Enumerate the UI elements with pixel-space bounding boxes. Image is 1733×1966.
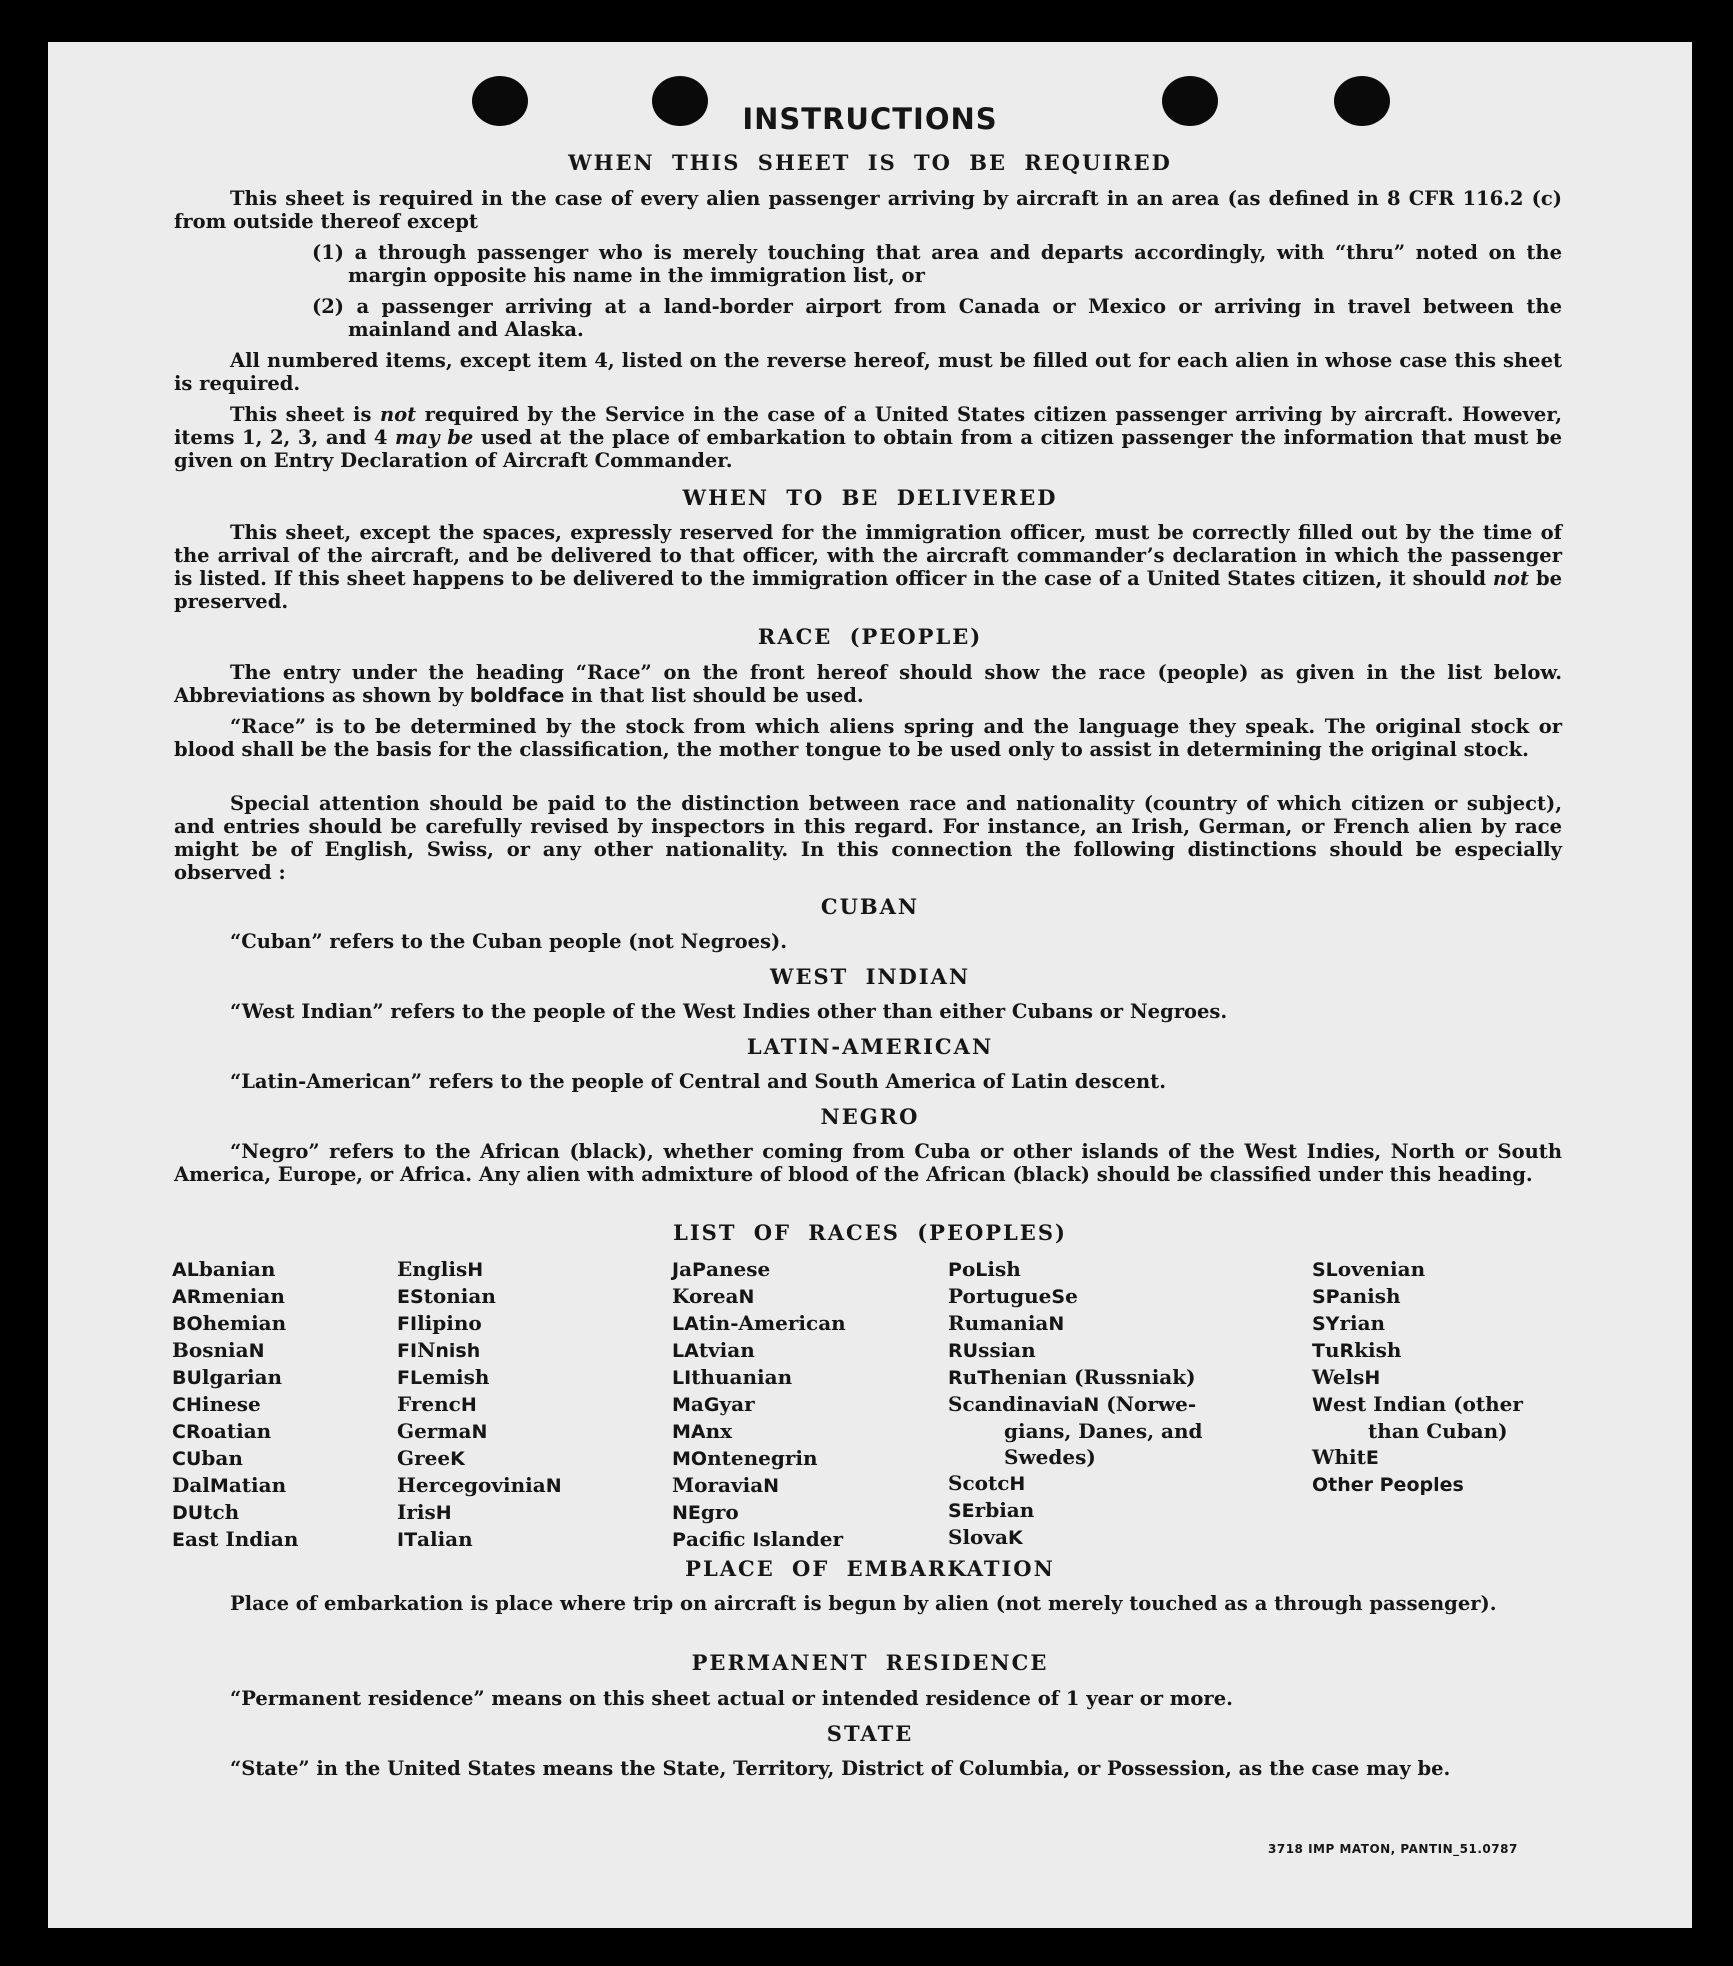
text-embarkation: Place of embarkation is place where trip on aircraft is begun by alien (not merely touched as a through passenger). bbox=[230, 1592, 1497, 1615]
races-column-1 bbox=[172, 1256, 298, 1553]
race-entry: MaGyar bbox=[672, 1392, 755, 1416]
paragraph-race-stock: “Race” is to be determined by the stock from which aliens spring and the language they speak. The original stock or blood shall be the basis for the classification, the mother tongue to be used only to assist in determining the original stock. bbox=[174, 715, 1562, 761]
race-entry: ARmenian bbox=[172, 1284, 285, 1308]
race-entry: ALbanian bbox=[172, 1257, 276, 1281]
heading-when-required: WHEN THIS SHEET IS TO BE REQUIRED bbox=[568, 150, 1172, 175]
heading-race: RACE (PEOPLE) bbox=[757, 624, 983, 649]
heading-west-indian: WEST INDIAN bbox=[769, 964, 971, 989]
race-entry: RUssian bbox=[948, 1338, 1036, 1362]
race-entry: LAtin-American bbox=[672, 1311, 846, 1335]
heading-cuban: CUBAN bbox=[820, 894, 920, 919]
text-negro: “Negro” refers to the African (black), whether coming from Cuba or other islands of the West Indies, North or South America, Europe, or Africa. Any alien with admixture of blood of the African (black) should be classified under this heading. bbox=[174, 1140, 1562, 1186]
race-entry: West Indian (other bbox=[1312, 1392, 1523, 1416]
heading-state: STATE bbox=[826, 1721, 914, 1746]
race-entry: CUban bbox=[172, 1446, 243, 1470]
heading-when-delivered: WHEN TO BE DELIVERED bbox=[682, 485, 1058, 510]
printer-imprint: 3718 IMP MATON, PANTIN_51.0787 bbox=[1268, 1842, 1518, 1856]
exception-item-2: (2) a passenger arriving at a land-border airport from Canada or Mexico or arriving in travel between the mainland and Alaska. bbox=[312, 295, 1562, 341]
text-state: “State” in the United States means the State, Territory, District of Columbia, or Possession, as the case may be. bbox=[230, 1757, 1451, 1780]
race-entry: DUtch bbox=[172, 1500, 240, 1524]
text-latin-american: “Latin-American” refers to the people of Central and South America of Latin descent. bbox=[230, 1070, 1166, 1093]
heading-residence: PERMANENT RESIDENCE bbox=[691, 1650, 1049, 1675]
race-entry: RumaniaN bbox=[948, 1311, 1065, 1335]
race-entry: BUlgarian bbox=[172, 1365, 283, 1389]
race-entry: WhitE bbox=[1312, 1445, 1379, 1469]
race-entry: FLemish bbox=[397, 1365, 490, 1389]
paragraph-delivered: This sheet, except the spaces, expressly reserved for the immigration officer, must be correctly filled out by the time of the arrival of the aircraft, and be delivered to that officer, with the aircraft commander’s declaration in which the passenger is listed. If this sheet happens to be delivered to the immigration officer in the case of a United States citizen, it should not be preserved. bbox=[174, 521, 1562, 613]
heading-negro: NEGRO bbox=[820, 1104, 920, 1129]
race-entry: LAtvian bbox=[672, 1338, 755, 1362]
races-column-2 bbox=[397, 1256, 562, 1553]
race-entry: GreeK bbox=[397, 1446, 465, 1470]
race-entry: BosniaN bbox=[172, 1338, 265, 1362]
race-entry: TuRkish bbox=[1312, 1338, 1402, 1362]
race-entry: SPanish bbox=[1312, 1284, 1401, 1308]
text-cuban: “Cuban” refers to the Cuban people (not Negroes). bbox=[230, 930, 788, 953]
document-sheet bbox=[48, 42, 1692, 1928]
paragraph-numbered-items: All numbered items, except item 4, listed on the reverse hereof, must be filled out for each alien in whose case this sheet is required. bbox=[174, 349, 1562, 395]
race-entry: FINnish bbox=[397, 1338, 481, 1362]
race-entry: Other Peoples bbox=[1312, 1474, 1464, 1496]
race-entry: SLovenian bbox=[1312, 1257, 1426, 1281]
paragraph-citizen: This sheet is not required by the Service in the case of a United States citizen passenger arriving by aircraft. However, items 1, 2, 3, and 4 may be used at the place of embarkation to obtain from a citizen passenger the information that must be given on Entry Declaration of Aircraft Commander. bbox=[174, 403, 1562, 472]
race-entry: EnglisH bbox=[397, 1257, 484, 1281]
text-residence: “Permanent residence” means on this sheet actual or intended residence of 1 year or more. bbox=[230, 1687, 1233, 1710]
exception-item-1: (1) a through passenger who is merely touching that area and departs accordingly, with “thru” noted on the margin opposite his name in the immigration list, or bbox=[312, 241, 1562, 287]
race-entry: SErbian bbox=[948, 1498, 1035, 1522]
race-entry: DalMatian bbox=[172, 1473, 287, 1497]
race-entry: ITalian bbox=[397, 1527, 473, 1551]
race-entry: MAnx bbox=[672, 1419, 733, 1443]
paragraph-race-entry: The entry under the heading “Race” on the front hereof should show the race (people) as given in the list below. Abbreviations as shown by boldface in that list should be used. bbox=[174, 661, 1562, 707]
race-entry: RuThenian (Russniak) bbox=[948, 1365, 1196, 1389]
heading-latin-american: LATIN-AMERICAN bbox=[746, 1034, 994, 1059]
races-column-5 bbox=[1312, 1256, 1572, 1498]
race-entry: FrencH bbox=[397, 1392, 477, 1416]
races-column-3 bbox=[672, 1256, 846, 1553]
race-entry: MoraviaN bbox=[672, 1473, 780, 1497]
race-entry: Pacific Islander bbox=[672, 1527, 844, 1551]
race-entry: gians, Danes, and bbox=[1004, 1419, 1203, 1443]
race-entry: NEgro bbox=[672, 1500, 739, 1524]
race-entry: ScandinaviaN (Norwe- bbox=[948, 1392, 1197, 1416]
race-entry: LIthuanian bbox=[672, 1365, 793, 1389]
race-entry: PoLish bbox=[948, 1257, 1021, 1281]
race-entry: JaPanese bbox=[672, 1257, 771, 1281]
race-entry: EStonian bbox=[397, 1284, 496, 1308]
race-entry: HercegoviniaN bbox=[397, 1473, 562, 1497]
race-entry: Swedes) bbox=[1004, 1445, 1096, 1469]
race-entry: KoreaN bbox=[672, 1284, 755, 1308]
race-entry: East Indian bbox=[172, 1527, 299, 1551]
text-west-indian: “West Indian” refers to the people of the West Indies other than either Cubans or Negroes. bbox=[230, 1000, 1228, 1023]
heading-list-of-races: LIST OF RACES (PEOPLES) bbox=[673, 1220, 1067, 1245]
race-entry: CRoatian bbox=[172, 1419, 272, 1443]
race-entry: SYrian bbox=[1312, 1311, 1386, 1335]
race-entry: BOhemian bbox=[172, 1311, 287, 1335]
heading-embarkation: PLACE OF EMBARKATION bbox=[685, 1556, 1055, 1581]
races-column-4 bbox=[948, 1256, 1238, 1551]
race-entry: CHinese bbox=[172, 1392, 261, 1416]
page-title: INSTRUCTIONS bbox=[742, 102, 998, 136]
race-entry: FIlipino bbox=[397, 1311, 482, 1335]
race-entry: SlovaK bbox=[948, 1525, 1023, 1549]
paragraph-race-nationality: Special attention should be paid to the distinction between race and nationality (country of which citizen or subject), and entries should be carefully revised by inspectors in this regard. For instance, an Irish, German, or French alien by race might be of English, Swiss, or any other nationality. In this connection the following distinctions should be especially observed : bbox=[174, 792, 1562, 884]
race-entry: ScotcH bbox=[948, 1471, 1026, 1495]
race-entry: MOntenegrin bbox=[672, 1446, 818, 1470]
race-entry: WelsH bbox=[1312, 1365, 1381, 1389]
race-entry: than Cuban) bbox=[1368, 1419, 1508, 1443]
paragraph-required: This sheet is required in the case of every alien passenger arriving by aircraft in an area (as defined in 8 CFR 116.2 (c) from outside thereof except bbox=[174, 187, 1562, 233]
race-entry: IrisH bbox=[397, 1500, 452, 1524]
race-entry: PortugueSe bbox=[948, 1284, 1078, 1308]
race-entry: GermaN bbox=[397, 1419, 488, 1443]
